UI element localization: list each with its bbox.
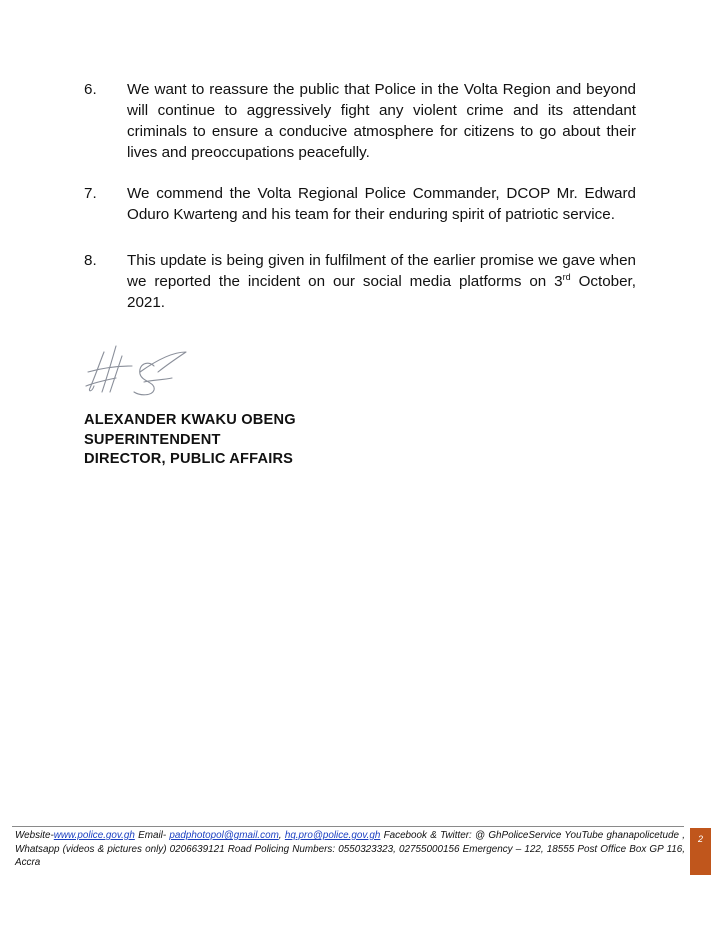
signatory-rank: SUPERINTENDENT — [84, 431, 221, 448]
paragraph-number: 8. — [84, 252, 97, 269]
ordinal-suffix: rd — [562, 271, 571, 282]
handwritten-signature — [82, 342, 194, 398]
paragraph-text-part: October, 2021. — [127, 273, 636, 311]
paragraph-text-part: This update is being given in fulfilment of the earlier promise we gave when we reported the incident on our social media platforms on 3 — [127, 252, 636, 290]
signatory-name: ALEXANDER KWAKU OBENG — [84, 412, 296, 428]
footer-contact-info — [15, 829, 685, 870]
signatory-title: DIRECTOR, PUBLIC AFFAIRS — [84, 451, 294, 467]
email-link-2[interactable]: hq.pro@police.gov.gh — [284, 830, 381, 841]
email-link-1[interactable]: padphotopol@gmail.com — [169, 830, 279, 841]
page-number-badge: 2 — [690, 828, 711, 875]
contact-details: Facebook & Twitter: @ GhPoliceService YouTube ghanapolicetude , Whatsapp (videos & pictures only) 0206639121 Road Policing Numbers: 0550323323, 02755000156 Emergency – 122, 18555 Post Office Box GP 116, Accra — [15, 830, 686, 869]
website-label: Website- — [15, 830, 54, 841]
paragraph-text: We commend the Volta Regional Police Commander, DCOP Mr. Edward Oduro Kwarteng and his team for their enduring spirit of patriotic service. — [127, 185, 636, 223]
footer-divider — [12, 826, 684, 827]
website-link[interactable]: www.police.gov.gh — [53, 830, 135, 841]
email-separator: , — [278, 830, 285, 841]
paragraph-number: 6. — [84, 81, 97, 98]
email-label: Email- — [134, 830, 170, 841]
paragraph-number: 7. — [84, 185, 97, 202]
signatory-block — [84, 411, 296, 470]
paragraph-text — [127, 250, 636, 313]
paragraph-text: We want to reassure the public that Police in the Volta Region and beyond will continue to aggressively fight any violent crime and its attendant criminals to ensure a conducive atmosphere for citizens to go about their lives and preoccupations peacefully. — [127, 81, 636, 161]
